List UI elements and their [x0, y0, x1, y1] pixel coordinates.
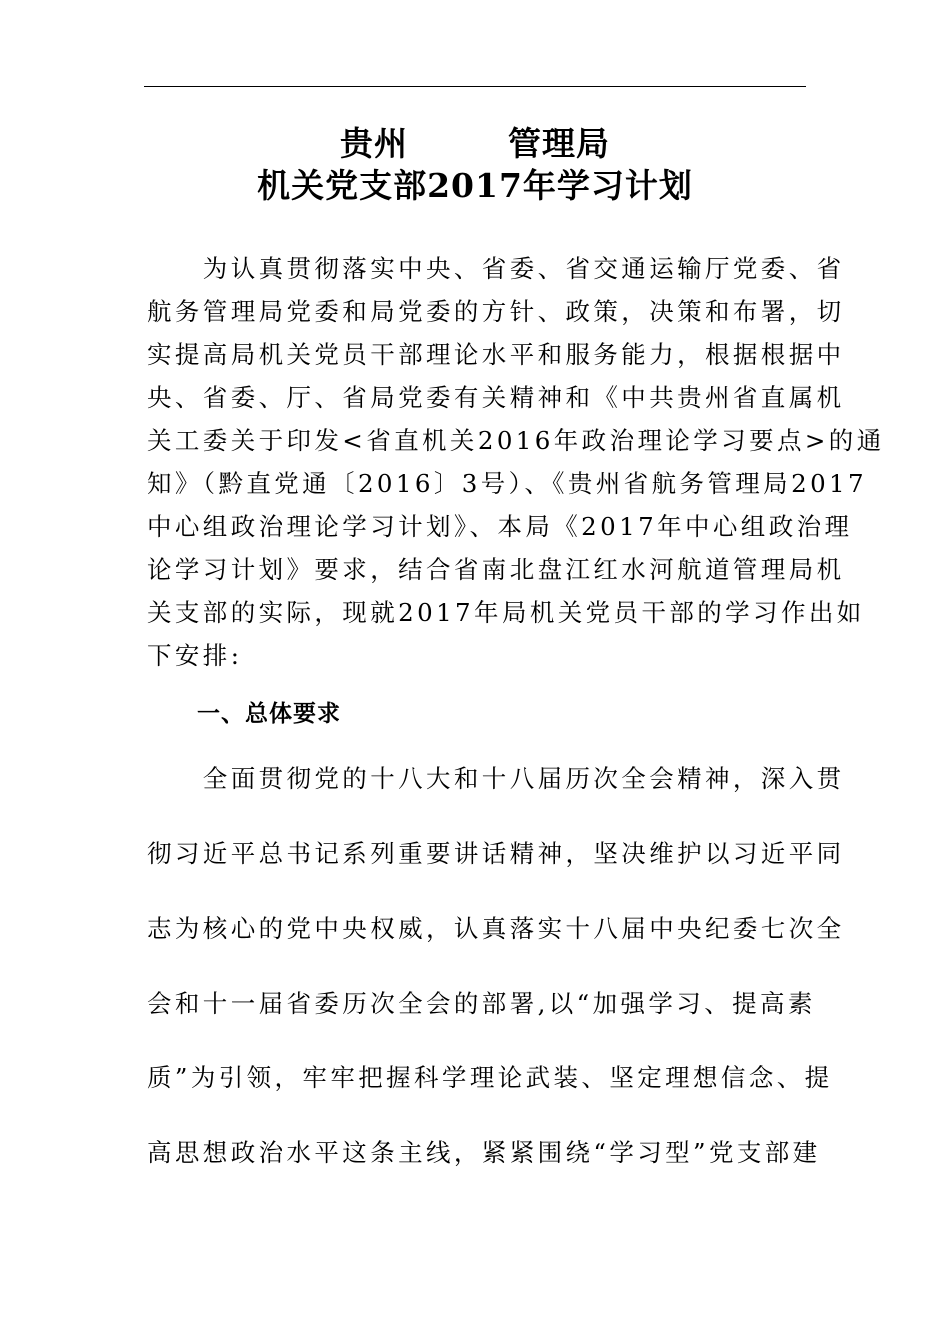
section1-line-4: 会和十一届省委历次全会的部署,以“加强学习、提高素	[147, 989, 816, 1018]
document-title-line-1: 贵州 管理局	[340, 124, 610, 163]
intro-line-5: 关工委关于印发<省直机关2016年政治理论学习要点>的通	[147, 426, 885, 455]
intro-line-1: 为认真贯彻落实中央、省委、省交通运输厅党委、省	[147, 254, 845, 283]
section1-line-6: 高思想政治水平这条主线，紧紧围绕“学习型”党支部建	[147, 1138, 821, 1167]
intro-line-10: 下安排:	[147, 641, 243, 670]
section1-line-1: 全面贯彻党的十八大和十八届历次全会精神，深入贯	[147, 764, 845, 793]
intro-line-9: 关支部的实际，现就2017年局机关党员干部的学习作出如	[147, 598, 865, 627]
section1-line-5: 质”为引领，牢牢把握科学理论武装、坚定理想信念、提	[147, 1063, 833, 1092]
document-title-line-2: 机关党支部2017年学习计划	[257, 166, 693, 205]
intro-line-4: 央、省委、厅、省局党委有关精神和《中共贵州省直属机	[147, 383, 845, 412]
section-heading-overall-requirements: 一、总体要求	[197, 701, 341, 727]
intro-line-2: 航务管理局党委和局党委的方针、政策，决策和布署，切	[147, 297, 845, 326]
intro-line-8: 论学习计划》要求，结合省南北盘江红水河航道管理局机	[147, 555, 845, 584]
intro-line-3: 实提高局机关党员干部理论水平和服务能力，根据根据中	[147, 340, 845, 369]
section1-line-2: 彻习近平总书记系列重要讲话精神，坚决维护以习近平同	[147, 839, 845, 868]
section1-line-3: 志为核心的党中央权威，认真落实十八届中央纪委七次全	[147, 914, 845, 943]
intro-line-7: 中心组政治理论学习计划》、本局《2017年中心组政治理	[147, 512, 853, 541]
header-rule	[144, 86, 806, 87]
intro-line-6: 知》（黔直党通〔2016〕3号）、《贵州省航务管理局2017	[147, 469, 868, 498]
